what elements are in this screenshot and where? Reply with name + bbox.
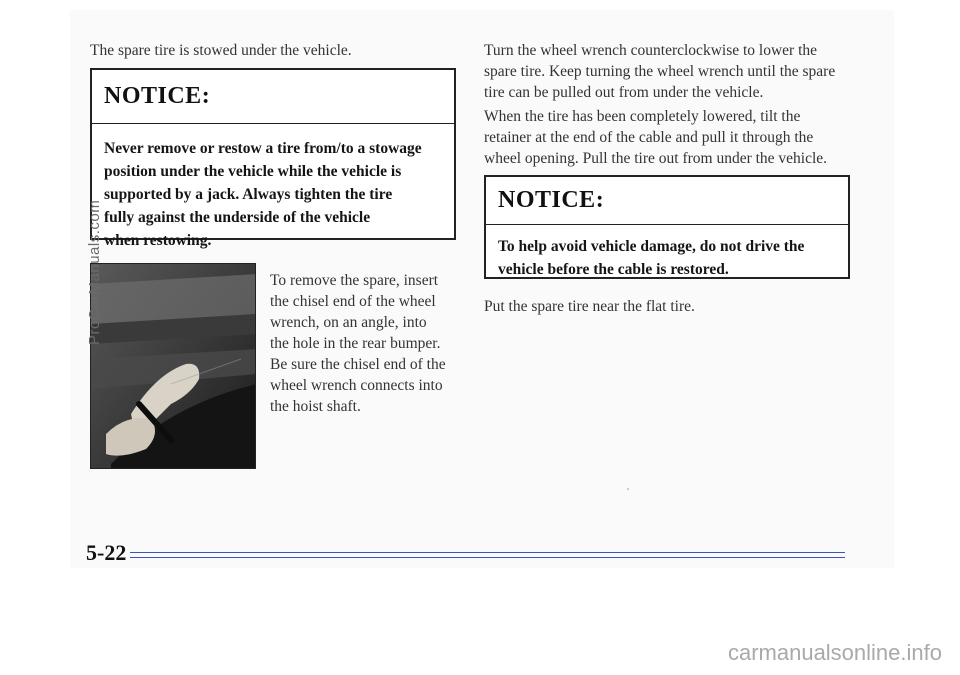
footer-rule-top — [130, 552, 845, 553]
notice-line: fully against the underside of the vehicle — [104, 209, 371, 226]
notice-line: when restowing. — [104, 232, 212, 249]
instruction-line: wheel wrench connects into — [270, 377, 443, 394]
instruction-line: the hole in the rear bumper. — [270, 335, 441, 352]
paragraph-remove-tire — [484, 106, 827, 169]
notice-box-right — [484, 175, 850, 279]
notice-body-left — [92, 124, 454, 252]
paragraph-line: When the tire has been completely lowered, tilt the — [484, 108, 801, 125]
notice-line: supported by a jack. Always tighten the tire — [104, 186, 393, 203]
footer-rule-bottom — [130, 557, 845, 558]
intro-text: The spare tire is stowed under the vehicle. — [90, 42, 352, 59]
instruction-line: wrench, on an angle, into — [270, 314, 427, 331]
paragraph-line: retainer at the end of the cable and pull it through the — [484, 129, 814, 146]
instruction-line: the hoist shaft. — [270, 398, 361, 415]
notice-body-right — [486, 225, 848, 281]
notice-heading-right: NOTICE: — [486, 177, 848, 225]
paragraph-line: tire can be pulled out from under the vehicle. — [484, 84, 764, 101]
watermark-bottom: carmanualsonline.info — [727, 640, 942, 665]
instruction-line: To remove the spare, insert — [270, 272, 439, 289]
closing-text: Put the spare tire near the flat tire. — [484, 298, 695, 315]
notice-line: vehicle before the cable is restored. — [498, 261, 729, 278]
notice-box-left — [90, 68, 456, 249]
watermark-side: ProCarManuals.com — [86, 199, 103, 345]
instruction-line: Be sure the chisel end of the — [270, 356, 446, 373]
instruction-line: the chisel end of the wheel — [270, 293, 436, 310]
paragraph-line: Turn the wheel wrench counterclockwise to lower the — [484, 42, 818, 59]
instructions-text — [270, 270, 446, 417]
paragraph-lower-tire — [484, 40, 835, 103]
notice-line: Never remove or restow a tire from/to a stowage — [104, 140, 422, 157]
paragraph-line: wheel opening. Pull the tire out from under the vehicle. — [484, 150, 828, 167]
notice-line: position under the vehicle while the vehicle is — [104, 163, 402, 180]
speck — [627, 488, 629, 490]
page-number: 5-22 — [86, 540, 127, 565]
notice-heading-left: NOTICE: — [92, 70, 454, 124]
notice-line: To help avoid vehicle damage, do not drive the — [498, 238, 805, 255]
photo-illustration — [91, 264, 256, 469]
paragraph-line: spare tire. Keep turning the wheel wrench until the spare — [484, 63, 836, 80]
spare-tire-photo — [90, 263, 256, 469]
